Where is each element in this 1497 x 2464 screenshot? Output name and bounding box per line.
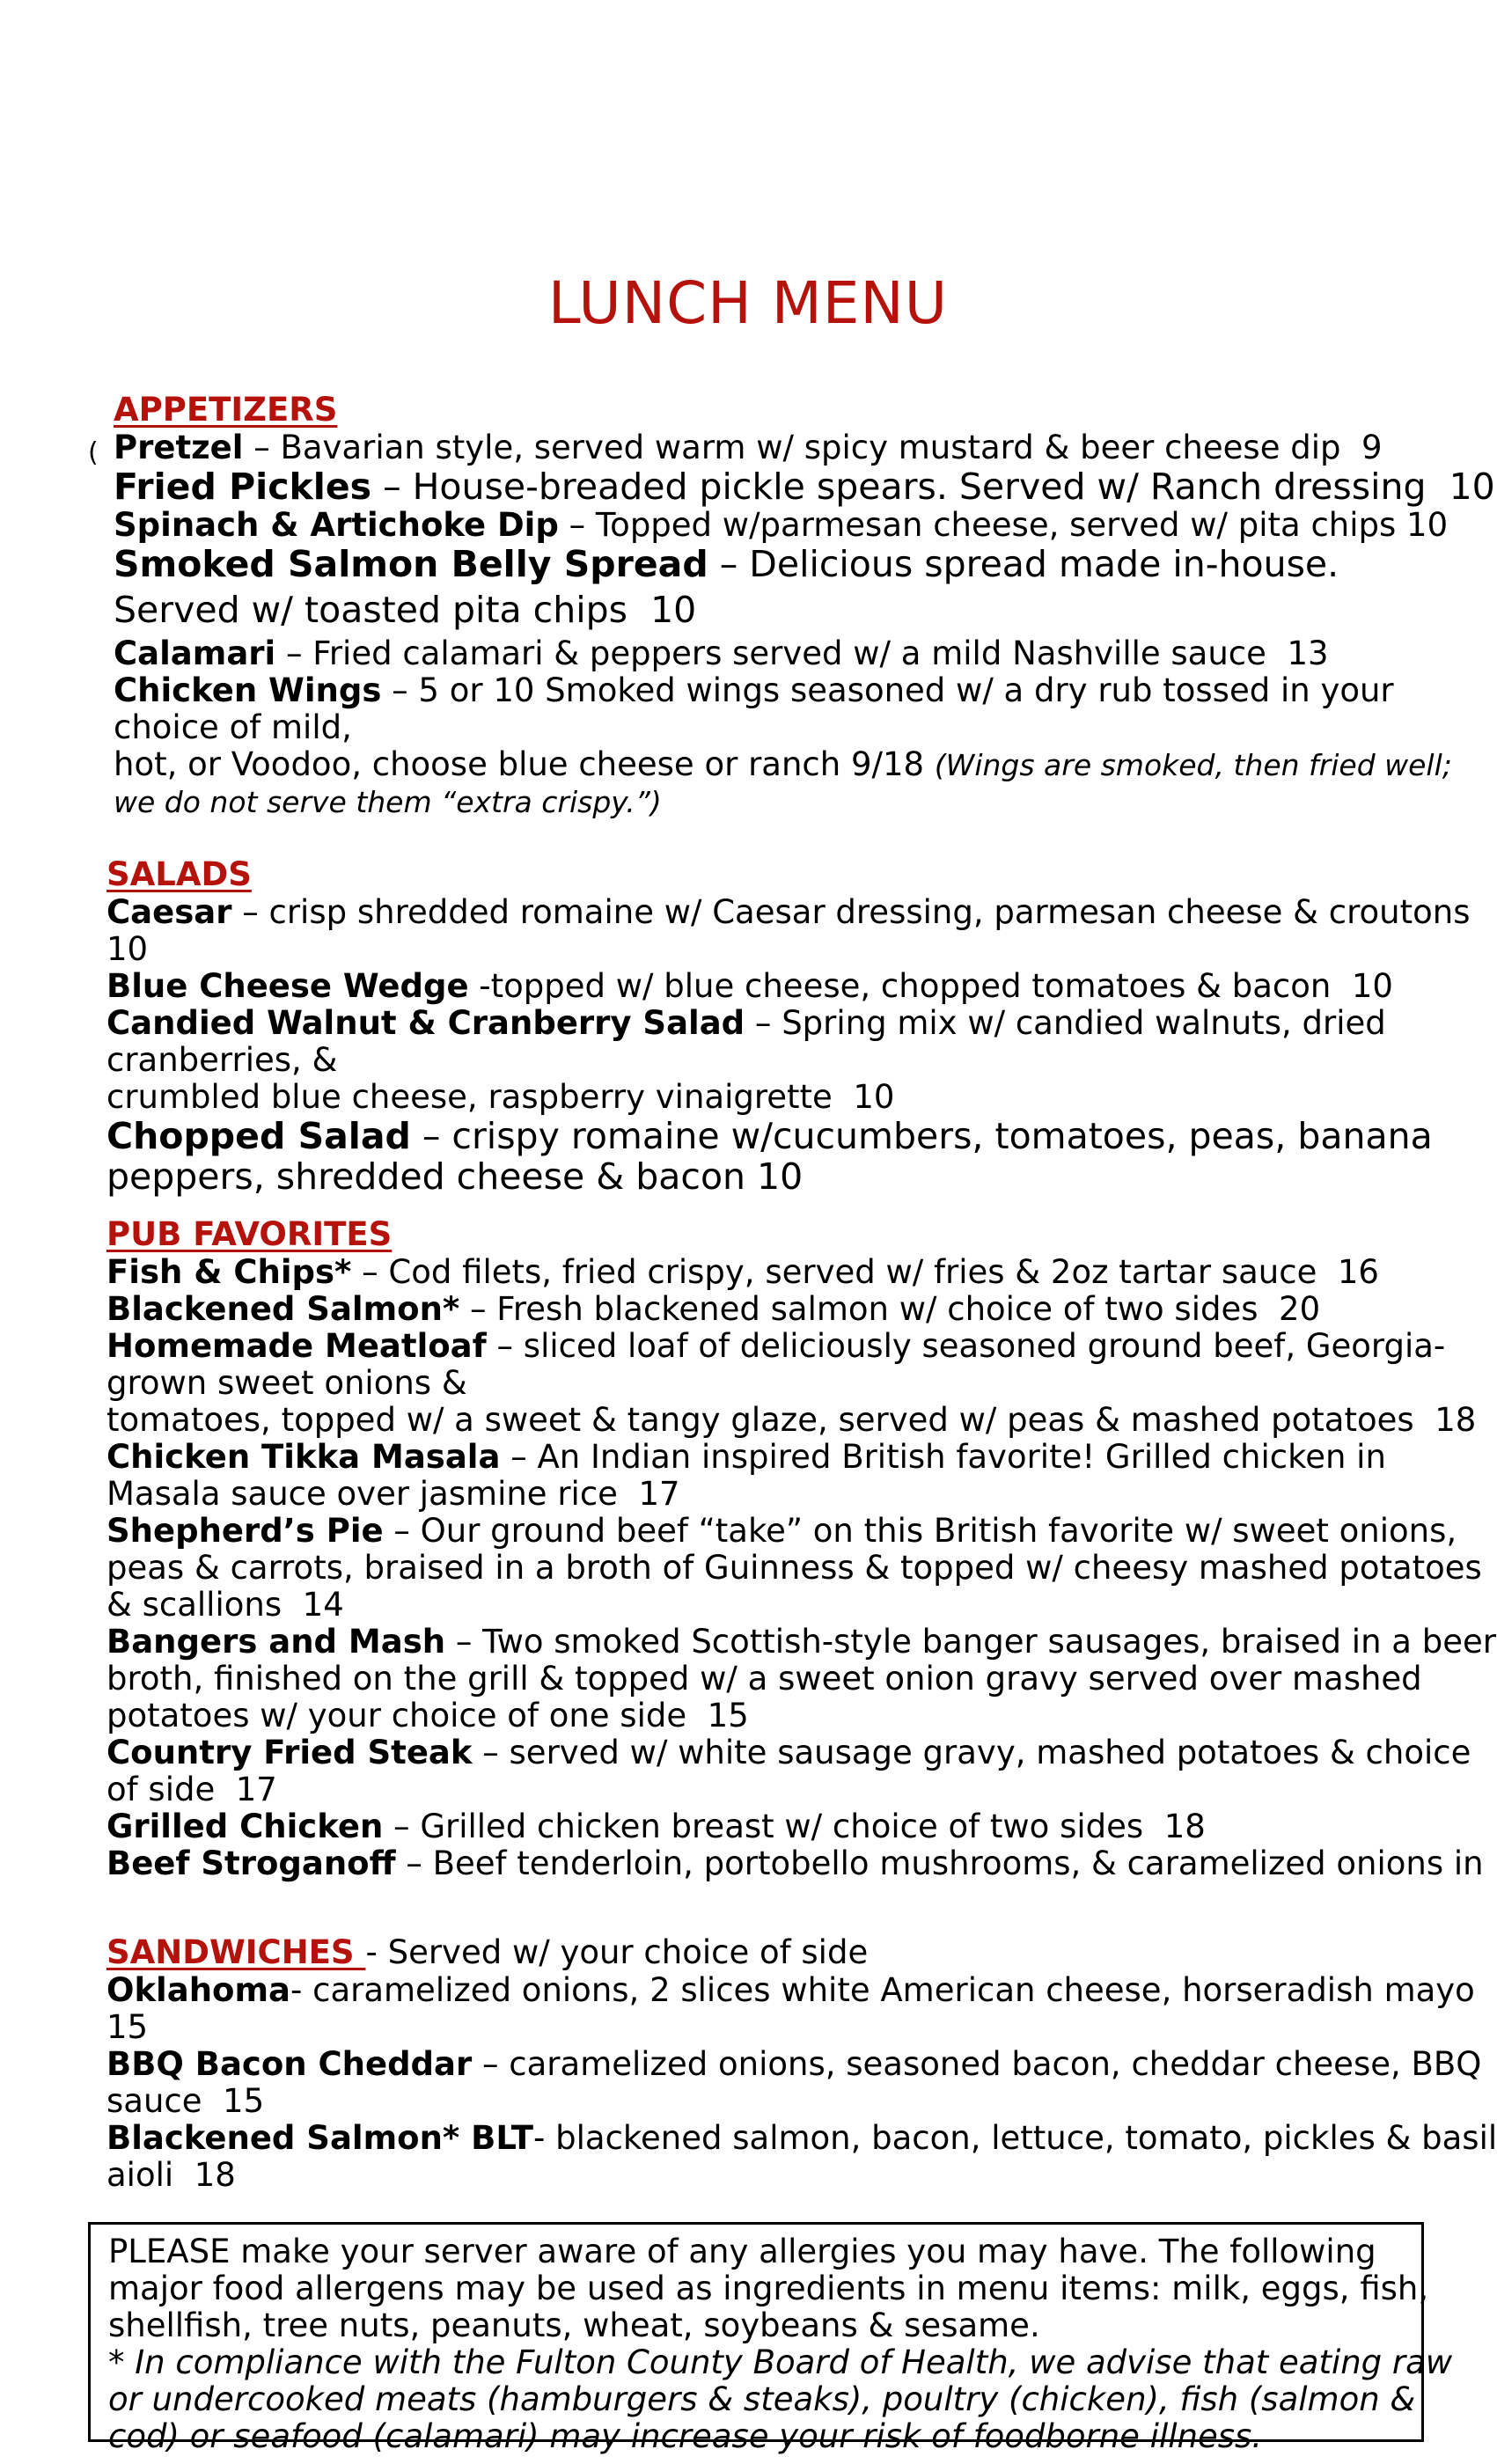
sandwiches-subtitle: - Served w/ your choice of side <box>365 1933 869 1971</box>
item-desc: Served w/ toasted pita chips <box>114 589 627 631</box>
notice-line: shellfish, tree nuts, peanuts, wheat, soybeans & sesame. <box>108 2306 1040 2344</box>
pub-favorites-section <box>106 1215 1496 1882</box>
menu-item-shepherds-pie-cont2 <box>106 1587 1479 1624</box>
item-desc: – Delicious spread made in-house. <box>708 543 1339 585</box>
item-desc: – 5 or 10 Smoked wings seasoned w/ a dry rub tossed in your <box>381 671 1394 709</box>
item-desc: tomatoes, topped w/ a sweet & tangy glaze, served w/ peas & mashed potatoes <box>106 1401 1414 1439</box>
notice-line: or undercooked meats (hamburgers & steaks), poultry (chicken), fish (salmon & <box>108 2380 1416 2418</box>
item-desc: – Fried calamari & peppers served w/ a mild Nashville sauce <box>275 634 1266 672</box>
sandwiches-heading: SANDWICHES <box>106 1933 366 1971</box>
menu-item-shepherds-pie <box>106 1513 1479 1550</box>
item-name: Pretzel <box>114 429 244 466</box>
menu-item-fish-chips <box>106 1254 1479 1291</box>
item-desc: – Bavarian style, served warm w/ spicy mustard & beer cheese dip <box>243 429 1341 466</box>
menu-item-bangers-mash-cont2 <box>106 1698 1479 1734</box>
menu-item-blackened-salmon <box>106 1291 1479 1328</box>
menu-item-chicken-wings-note: we do not serve them “extra crispy.”) <box>114 785 662 819</box>
menu-item-walnut-salad <box>106 1005 1479 1042</box>
appetizers-section <box>114 391 1495 825</box>
item-price: 13 <box>1287 634 1329 672</box>
item-price: 18 <box>194 2156 236 2194</box>
menu-item-blue-cheese-wedge <box>106 968 1479 1005</box>
item-name: Blue Cheese Wedge <box>106 967 469 1005</box>
item-price: 16 <box>1337 1253 1379 1291</box>
item-price: 18 <box>1435 1401 1477 1439</box>
item-desc: of side <box>106 1771 216 1808</box>
item-name: Bangers and Mash <box>106 1623 446 1661</box>
item-desc: – Our ground beef “take” on this British favorite w/ sweet onions, <box>383 1512 1457 1550</box>
item-name: BBQ Bacon Cheddar <box>106 2045 473 2083</box>
menu-item-fried-pickles <box>114 466 1495 508</box>
item-desc: – sliced loaf of deliciously seasoned ground beef, Georgia- <box>486 1327 1446 1365</box>
notice-line: cod) or seafood (calamari) may increase your risk of foodborne illness. <box>108 2417 1263 2455</box>
item-desc: – Cod filets, fried crispy, served w/ fries & 2oz tartar sauce <box>351 1253 1317 1291</box>
menu-item-walnut-salad-cont2 <box>106 1079 1479 1116</box>
item-name: Chicken Tikka Masala <box>106 1438 501 1476</box>
menu-item-chopped-salad <box>106 1116 1479 1156</box>
item-price: 14 <box>302 1586 344 1624</box>
item-name: Shepherd’s Pie <box>106 1512 384 1550</box>
item-price: 10 <box>1449 466 1495 508</box>
menu-item-salmon-spread <box>114 544 1469 584</box>
item-price: 15 <box>707 1697 749 1734</box>
menu-item-spinach-dip <box>114 507 1469 544</box>
menu-item-chopped-salad-cont: peppers, shredded cheese & bacon 10 <box>106 1155 804 1198</box>
menu-item-pretzel <box>114 429 1469 466</box>
menu-item-walnut-salad-cont: cranberries, & <box>106 1041 338 1079</box>
item-name: Spinach & Artichoke Dip <box>114 506 559 544</box>
item-desc: Masala sauce over jasmine rice <box>106 1475 618 1513</box>
page-title: LUNCH MENU <box>547 269 949 337</box>
menu-item-caesar-price: 10 <box>106 930 149 968</box>
notice-line: PLEASE make your server aware of any allergies you may have. The following <box>108 2233 1376 2270</box>
item-desc: – crispy romaine w/cucumbers, tomatoes, peas, banana <box>410 1115 1433 1157</box>
item-name: Smoked Salmon Belly Spread <box>114 543 708 585</box>
stray-mark: ( <box>88 437 99 468</box>
item-desc: – served w/ white sausage gravy, mashed potatoes & choice <box>472 1734 1471 1771</box>
menu-item-tikka-masala <box>106 1439 1479 1476</box>
menu-item-salmon-blt <box>106 2119 1497 2157</box>
item-name: Fried Pickles <box>114 466 372 508</box>
item-desc: – Topped w/parmesan cheese, served w/ pita chips 10 <box>558 506 1449 544</box>
item-name: Chicken Wings <box>114 671 382 709</box>
item-price: 10 <box>853 1078 895 1116</box>
item-desc: – crisp shredded romaine w/ Caesar dressing, parmesan cheese & croutons <box>231 893 1471 931</box>
menu-item-calamari <box>114 635 1469 672</box>
menu-item-bangers-mash-cont: broth, finished on the grill & topped w/ a sweet onion gravy served over mashed <box>106 1660 1422 1698</box>
menu-item-beef-stroganoff <box>106 1844 1484 1882</box>
menu-item-chicken-wings-cont2 <box>114 746 1469 784</box>
item-note: (Wings are smoked, then fried well; <box>934 748 1452 782</box>
menu-item-bbq-bacon-cheddar <box>106 2045 1482 2083</box>
item-desc: - blackened salmon, bacon, lettuce, tomato, pickles & basil <box>533 2119 1497 2157</box>
menu-item-oklahoma <box>106 1972 1479 2009</box>
menu-item-meatloaf <box>106 1328 1479 1365</box>
item-name: Calamari <box>114 634 276 672</box>
item-name: Chopped Salad <box>106 1115 411 1157</box>
item-price: 18 <box>1163 1808 1206 1845</box>
menu-item-bbq-bacon-cheddar-cont <box>106 2083 1479 2120</box>
item-desc: - caramelized onions, 2 slices white American cheese, horseradish mayo <box>290 1971 1475 2009</box>
menu-item-oklahoma-price: 15 <box>106 2008 149 2046</box>
item-desc: potatoes w/ your choice of one side <box>106 1697 687 1734</box>
menu-item-country-fried-steak <box>106 1734 1479 1771</box>
item-price: 10 <box>650 589 697 631</box>
menu-item-country-fried-steak-cont <box>106 1771 1479 1808</box>
menu-item-bangers-mash <box>106 1623 1496 1661</box>
item-desc: sauce <box>106 2082 202 2120</box>
notice-line: * In compliance with the Fulton County Board of Health, we advise that eating raw <box>108 2343 1453 2381</box>
item-desc: – Grilled chicken breast w/ choice of two sides <box>383 1808 1144 1845</box>
item-name: Oklahoma <box>106 1971 290 2009</box>
menu-item-meatloaf-cont: grown sweet onions & <box>106 1364 467 1402</box>
item-name: Candied Walnut & Cranberry Salad <box>106 1004 745 1042</box>
menu-item-chicken-wings-cont: choice of mild, <box>114 708 352 746</box>
item-name: Beef Stroganoff <box>106 1844 396 1882</box>
menu-item-salmon-blt-cont <box>106 2157 1479 2194</box>
item-name: Caesar <box>106 893 232 931</box>
item-name: Fish & Chips* <box>106 1253 352 1291</box>
item-name: Country Fried Steak <box>106 1734 473 1771</box>
item-name: Blackened Salmon* BLT <box>106 2119 534 2157</box>
item-price: 20 <box>1279 1290 1321 1328</box>
sandwiches-heading-row <box>106 1933 1479 1972</box>
salads-heading: SALADS <box>106 855 252 893</box>
item-name: Homemade Meatloaf <box>106 1327 487 1365</box>
item-desc: crumbled blue cheese, raspberry vinaigrette <box>106 1078 833 1116</box>
item-price: 9 <box>1361 429 1383 466</box>
menu-item-caesar <box>106 894 1479 931</box>
item-desc: – Two smoked Scottish-style banger sausages, braised in a beer <box>445 1623 1496 1661</box>
item-price: 17 <box>235 1771 277 1808</box>
item-price: 15 <box>223 2082 265 2120</box>
menu-item-tikka-masala-cont <box>106 1476 1479 1513</box>
notice-line: major food allergens may be used as ingredients in menu items: milk, eggs, fish, <box>108 2270 1429 2307</box>
item-name: Blackened Salmon* <box>106 1290 460 1328</box>
item-desc: – An Indian inspired British favorite! Grilled chicken in <box>500 1438 1386 1476</box>
menu-item-grilled-chicken <box>106 1808 1479 1845</box>
item-desc: hot, or Voodoo, choose blue cheese or ranch 9/18 <box>114 745 935 783</box>
item-desc: -topped w/ blue cheese, chopped tomatoes & bacon <box>468 967 1332 1005</box>
menu-item-shepherds-pie-cont: peas & carrots, braised in a broth of Guinness & topped w/ cheesy mashed potatoes <box>106 1549 1482 1587</box>
item-name: Grilled Chicken <box>106 1808 384 1845</box>
item-price: 17 <box>638 1475 680 1513</box>
item-desc: – caramelized onions, seasoned bacon, cheddar cheese, BBQ <box>472 2045 1482 2083</box>
item-desc: aioli <box>106 2156 174 2194</box>
salads-section <box>106 855 1479 1204</box>
allergy-notice-box <box>88 2222 1453 2455</box>
sandwiches-section <box>106 1933 1497 2194</box>
item-desc: – House-breaded pickle spears. Served w/ Ranch dressing <box>371 466 1427 508</box>
item-desc: & scallions <box>106 1586 283 1624</box>
menu-item-meatloaf-cont2 <box>106 1402 1479 1439</box>
item-desc: – Beef tenderloin, portobello mushrooms, & caramelized onions in <box>395 1844 1484 1882</box>
item-price: 10 <box>1351 967 1393 1005</box>
item-desc: – Spring mix w/ candied walnuts, dried <box>745 1004 1386 1042</box>
item-desc: – Fresh blackened salmon w/ choice of two sides <box>459 1290 1259 1328</box>
menu-item-chicken-wings <box>114 672 1469 709</box>
menu-item-salmon-spread-cont <box>114 590 1469 630</box>
pub-favorites-heading: PUB FAVORITES <box>106 1215 393 1253</box>
appetizers-heading: APPETIZERS <box>114 391 338 429</box>
